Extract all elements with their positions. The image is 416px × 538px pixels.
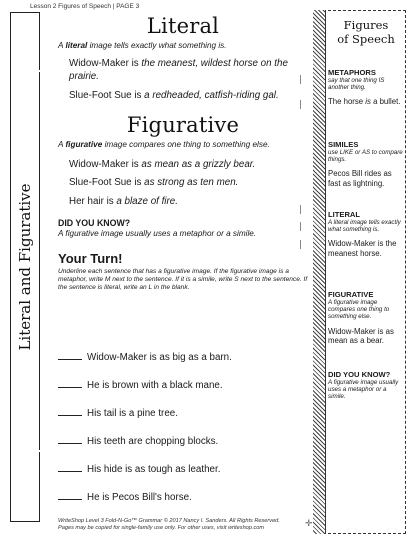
card-literal: LITERAL A literal image tells exactly what something is. Widow-Maker is the meanest horse. [328, 210, 401, 258]
page-header: Lesson 2 Figures of Speech | PAGE 3 [30, 3, 140, 10]
card-title: Figures of Speech [337, 18, 395, 46]
exercise-row: He is brown with a black mane. [58, 378, 223, 391]
your-turn-heading: Your Turn! [58, 251, 123, 266]
exercise-row: His tail is a pine tree. [58, 406, 178, 419]
sidebar-panel [10, 12, 40, 522]
literal-example-2: Slue-Foot Sue is a redheaded, catfish-riding gal. [69, 90, 279, 101]
fold-mark-icon: ✛ [305, 518, 313, 528]
hatched-fold-strip [313, 10, 326, 534]
answer-blank[interactable] [58, 490, 82, 500]
exercise-row: Widow-Maker is as big as a barn. [58, 350, 232, 363]
sidebar-tab-notch [39, 450, 47, 452]
did-you-know-heading: DID YOU KNOW? [58, 218, 131, 228]
sidebar-tab-notch [39, 70, 47, 72]
answer-blank[interactable] [58, 378, 82, 388]
card-metaphors: METAPHORS say that one thing IS another thing. The horse is a bullet. [328, 68, 401, 107]
margin-tick [300, 100, 301, 109]
your-turn-instructions: Underline each sentence that has a figurative image. If the figurative image is a metaphor, write M next to the sentence. If it is a simile, write S next to the sentence. If the sentence is literal, write an L in the blank. [58, 268, 308, 291]
answer-blank[interactable] [58, 406, 82, 416]
figurative-example-2: Slue-Foot Sue is as strong as ten men. [69, 177, 239, 188]
literal-title: Literal [146, 14, 220, 38]
exercise-row: He is Pecos Bill's horse. [58, 490, 192, 503]
answer-blank[interactable] [58, 434, 82, 444]
literal-definition: A literal image tells exactly what something is. [58, 41, 227, 50]
margin-tick [300, 75, 301, 84]
literal-example-1: Widow-Maker is the meanest, wildest horse on the prairie. [69, 58, 288, 82]
margin-tick [300, 205, 301, 214]
card-figurative: FIGURATIVE A figurative image compares one thing to something else. Widow-Maker is as mean as a bear. [328, 290, 394, 346]
card-similes: SIMILES use LIKE or AS to compare things. Pecos Bill rides as fast as lightning. [328, 140, 403, 188]
card-did-you-know: DID YOU KNOW? A figurative image usually uses a metaphor or a simile. [328, 370, 399, 401]
answer-blank[interactable] [58, 350, 82, 360]
exercise-row: His hide is as tough as leather. [58, 462, 220, 475]
margin-tick [300, 222, 301, 231]
exercise-row: His teeth are chopping blocks. [58, 434, 218, 447]
main-content [58, 14, 308, 292]
did-you-know-text: A figurative image usually uses a metaphor or a simile. [58, 229, 257, 238]
figurative-title: Figurative [126, 112, 240, 137]
answer-blank[interactable] [58, 462, 82, 472]
figurative-definition: A figurative image compares one thing to something else. [58, 139, 270, 149]
sidebar-title: Literal and Figurative [16, 183, 34, 351]
margin-tick [300, 240, 301, 249]
footer-copyright: WriteShop Level 3 Fold-N-Go™ Grammar © 2017 Nancy I. Sanders. All Rights Reserved. Pages may be copied for single-family use only. For other uses, visit writeshop.com [58, 518, 280, 531]
figurative-example-1: Widow-Maker is as mean as a grizzly bear. [69, 158, 256, 170]
figurative-example-3: Her hair is a blaze of fire. [69, 195, 178, 207]
